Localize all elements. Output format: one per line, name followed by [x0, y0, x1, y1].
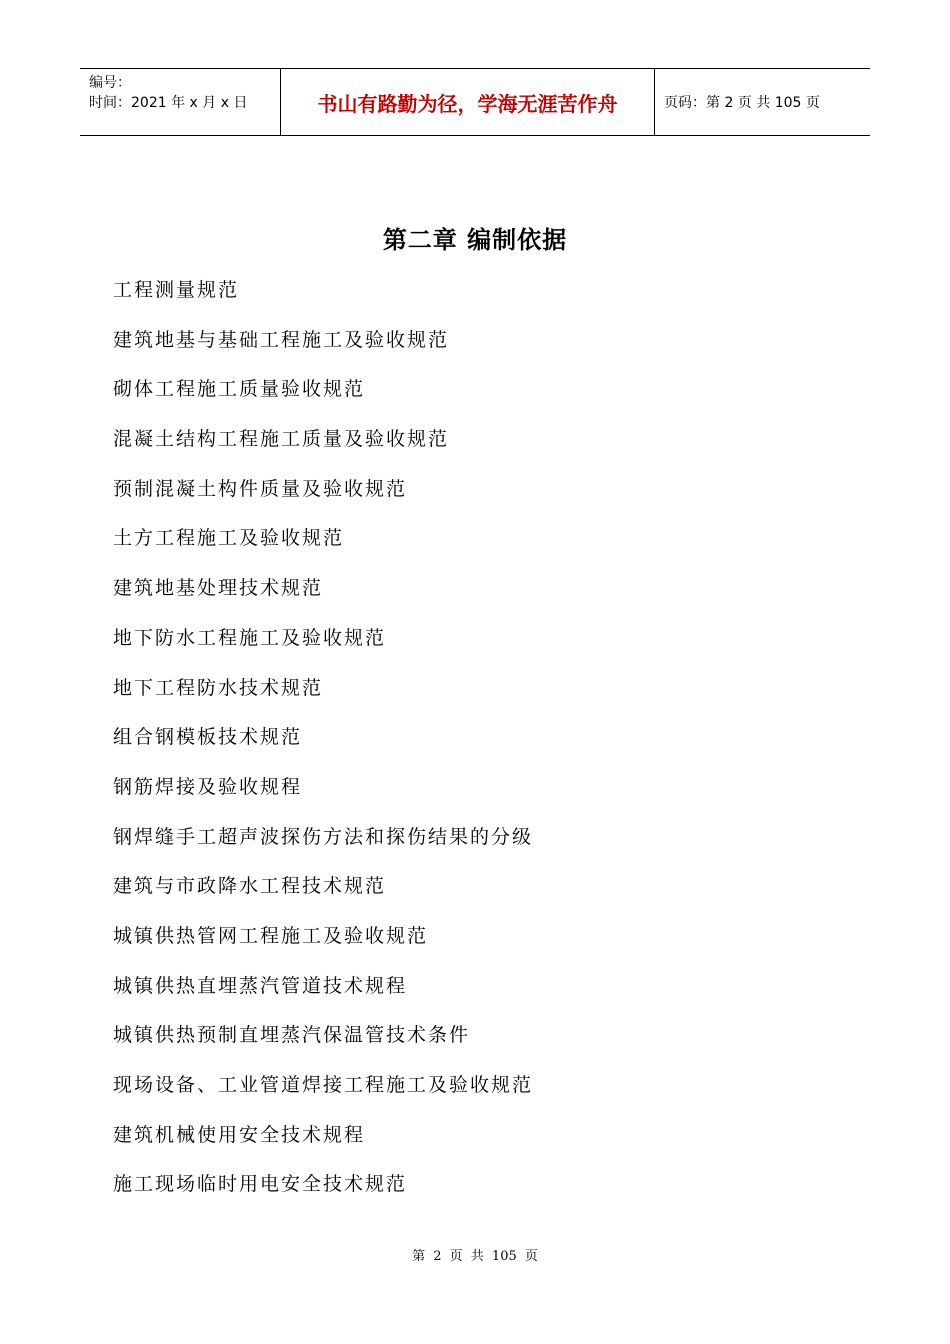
spec-item: 钢筋焊接及验收规程 [113, 775, 303, 798]
date-label: 时间：2021 年 x 月 x 日 [89, 95, 248, 111]
spec-item: 施工现场临时用电安全技术规范 [113, 1173, 408, 1196]
header-table [80, 68, 870, 136]
header-meta-cell [80, 69, 281, 135]
spec-item: 建筑机械使用安全技术规程 [113, 1123, 366, 1146]
chapter-title: 第二章 编制依据 [382, 225, 568, 254]
spec-item: 地下工程防水技术规范 [113, 676, 324, 699]
spec-item: 城镇供热直埋蒸汽管道技术规程 [113, 974, 408, 997]
spec-item: 建筑与市政降水工程技术规范 [113, 875, 387, 898]
page-info: 页码：第 2 页 共 105 页 [664, 95, 820, 111]
spec-item: 钢焊缝手工超声波探伤方法和探伤结果的分级 [113, 825, 534, 848]
spec-list [113, 273, 533, 1217]
spec-item: 建筑地基与基础工程施工及验收规范 [113, 328, 450, 351]
header-page-cell [655, 69, 870, 135]
number-label: 编号： [89, 75, 131, 91]
spec-item: 现场设备、工业管道焊接工程施工及验收规范 [113, 1074, 534, 1096]
spec-item: 混凝土结构工程施工质量及验收规范 [113, 428, 450, 451]
spec-item: 城镇供热预制直埋蒸汽保温管技术条件 [113, 1024, 471, 1047]
motto-text: 书山有路勤为径，学海无涯苦作舟 [317, 91, 618, 116]
spec-item: 城镇供热管网工程施工及验收规范 [113, 924, 429, 947]
header-motto-cell [281, 69, 655, 135]
spec-item: 预制混凝土构件质量及验收规范 [113, 477, 408, 500]
spec-item: 组合钢模板技术规范 [113, 726, 303, 749]
spec-item: 建筑地基处理技术规范 [113, 577, 324, 600]
spec-item: 砌体工程施工质量验收规范 [113, 378, 366, 401]
spec-item: 地下防水工程施工及验收规范 [113, 626, 387, 649]
spec-item: 工程测量规范 [113, 279, 240, 301]
spec-item: 土方工程施工及验收规范 [113, 527, 345, 550]
page-footer: 第 2 页 共 105 页 [412, 1249, 538, 1264]
